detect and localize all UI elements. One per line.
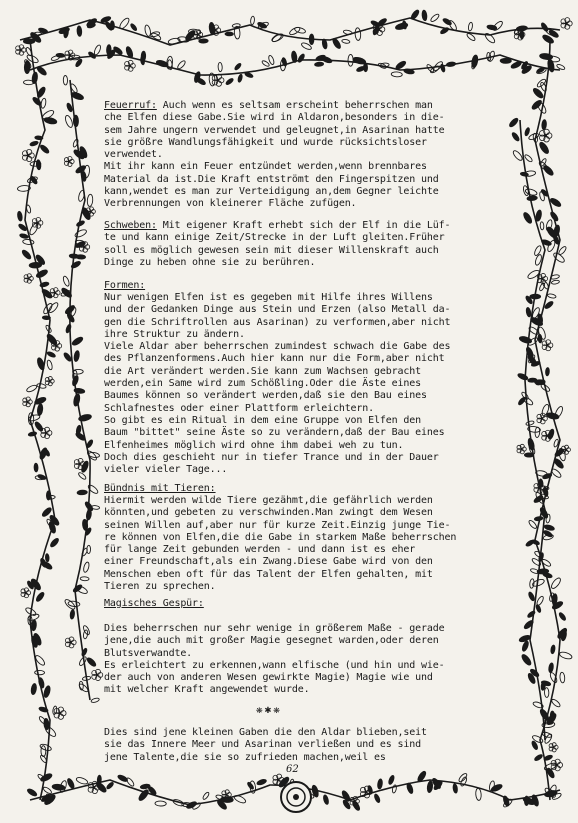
vine-leaf (540, 222, 544, 230)
vine-leaf (309, 34, 314, 45)
vine-leaf (66, 778, 75, 790)
vine-leaf (545, 367, 549, 376)
vine-leaf (355, 28, 361, 41)
vine-leaf (32, 72, 39, 84)
vine-leaf (23, 39, 34, 44)
vine-flower (539, 129, 551, 142)
vine-leaf (510, 61, 522, 70)
vine-leaf (37, 383, 47, 389)
vine-leaf (93, 44, 102, 56)
vine-leaf (527, 195, 538, 200)
body-gespuer: Dies beherrschen nur sehr wenige in größerem Maße - gerade jene,die auch mit großer Magie gesegnet warden,oder deren Blutsverwandte. Es erleichtert zu erkennen,wann elfische (und hin und wie- der auch von anderen Wesen gewirkte Magie) Magie wie und mit welcher Kraft angewendet wurde. (104, 623, 445, 696)
vine-leaf (534, 754, 543, 762)
vine-leaf (542, 731, 552, 738)
vine-leaf (35, 591, 45, 602)
vine-leaf (532, 701, 544, 709)
vine-flower (212, 74, 224, 86)
vine-leaf (542, 280, 550, 290)
vine-leaf (45, 554, 49, 562)
vine-flower (65, 637, 76, 648)
vine-leaf (547, 293, 556, 299)
vine-leaf (524, 154, 533, 163)
vine-leaf (46, 491, 50, 500)
vine-leaf (540, 189, 549, 198)
vine-leaf (106, 45, 111, 55)
vine-leaf (155, 801, 166, 806)
vine-leaf (69, 254, 79, 259)
vine-leaf (526, 307, 532, 317)
vine-leaf (538, 334, 543, 343)
bottom-medallion (281, 782, 311, 812)
vine-leaf (342, 39, 351, 44)
vine-leaf (43, 718, 49, 730)
vine-leaf (68, 601, 80, 607)
vine-leaf (70, 610, 75, 620)
vine-leaf (76, 220, 85, 227)
vine-leaf (548, 663, 554, 673)
vine-leaf (535, 210, 542, 222)
vine-leaf (527, 438, 535, 451)
vine-leaf (42, 316, 50, 320)
vine-leaf (323, 794, 330, 804)
vine-leaf (73, 350, 80, 362)
vine-leaf (535, 604, 541, 613)
section-divider-ornament: ❋✱❋ (256, 703, 282, 716)
vine-leaf (71, 336, 84, 347)
vine-leaf (42, 786, 52, 795)
body-tiere: Hiermit werden wilde Tiere gezähmt,die gefährlich werden könnten,und gebeten zu verschwinden.Man zwingt dem Wesen seinen Willen auf,aber nur für kurze Zeit.Einzig junge Tie- re können von Elfen,die die Gabe in starkem Maße beherrschen für lange Zeit gebunden werden - und dann ist es eher einer Freundschaft,als ein Zwang.Diese Gabe wird von den Menschen eben oft für das Talent der Elfen gehalten, mit Tieren zu sprechen. (104, 495, 457, 593)
vine-leaf (46, 360, 53, 371)
vine-leaf (66, 313, 75, 323)
vine-flower (551, 759, 562, 771)
vine-leaf (422, 10, 428, 21)
vine-leaf (529, 579, 534, 589)
vine-leaf (311, 785, 319, 798)
vine-leaf (530, 568, 540, 575)
vine-leaf (34, 421, 44, 432)
body-schweben: Mit eigener Kraft erhebt sich der Elf in die Lüf- te und kann einige Zeit/Strecke in der Luft gleiten.Früher soll es möglich gewesen sein mit dieser Willenskraft auch Dinge zu heben ohne sie zu berühren. (104, 220, 451, 268)
section-schweben (104, 220, 524, 269)
vine-leaf (63, 75, 67, 85)
vine-leaf (28, 222, 39, 236)
vine-leaf (540, 22, 549, 32)
vine-leaf (530, 294, 541, 299)
vine-leaf (168, 37, 181, 44)
vine-leaf (199, 39, 209, 43)
vine-leaf (73, 369, 84, 374)
vine-flower (542, 340, 553, 351)
vine-leaf (35, 670, 45, 675)
vine-flower (21, 588, 31, 598)
vine-leaf (31, 620, 37, 631)
vine-leaf (22, 239, 34, 245)
vine-leaf (49, 537, 59, 548)
vine-leaf (176, 60, 186, 70)
vine-leaf (388, 775, 395, 785)
vine-leaf (106, 781, 114, 789)
vine-leaf (220, 797, 233, 803)
vine-leaf (546, 412, 560, 420)
vine-flower (23, 397, 33, 407)
vine-leaf (44, 725, 57, 738)
vine-leaf (225, 77, 234, 85)
vine-leaf (442, 17, 452, 25)
vine-flower (45, 377, 54, 386)
vine-leaf (83, 630, 88, 639)
vine-leaf (392, 785, 397, 794)
vine-leaf (218, 62, 223, 71)
vine-leaf (225, 32, 233, 36)
vine-leaf (244, 72, 253, 79)
vine-leaf (64, 115, 74, 129)
vine-leaf (237, 74, 243, 83)
vine-leaf (130, 23, 138, 32)
vine-leaf (78, 472, 87, 481)
vine-leaf (500, 58, 511, 63)
vine-leaf (83, 562, 90, 573)
vine-leaf (553, 457, 565, 469)
vine-leaf (52, 784, 65, 791)
vine-flower (22, 149, 34, 161)
vine-flower (549, 743, 558, 752)
vine-flower (16, 45, 26, 55)
vine-leaf (343, 29, 353, 35)
vine-leaf (558, 612, 567, 621)
vine-leaf (348, 54, 353, 66)
vine-leaf (250, 16, 255, 25)
vine-leaf (80, 577, 89, 581)
vine-leaf (550, 645, 555, 654)
vine-leaf (297, 53, 305, 63)
heading-formen: Formen: (104, 280, 146, 291)
vine-leaf (38, 706, 48, 713)
vine-leaf (39, 144, 50, 154)
vine-leaf (76, 776, 89, 785)
vine-leaf (44, 117, 58, 125)
body-closing: Dies sind jene kleinen Gaben die den Aldar blieben,seit sie das Innere Meer und Asarinan verließen und es sind jene Talente,die sie so zufrieden machen,weil es (104, 727, 427, 763)
vine-leaf (542, 164, 554, 176)
vine-leaf (28, 414, 41, 422)
vine-leaf (186, 801, 198, 810)
vine-leaf (391, 72, 402, 78)
vine-leaf (559, 651, 573, 660)
vine-leaf (475, 788, 481, 801)
vine-flower (562, 445, 571, 454)
vine-leaf (56, 53, 65, 58)
vine-leaf (36, 357, 45, 371)
vine-leaf (453, 784, 458, 794)
vine-leaf (526, 420, 535, 426)
vine-leaf (363, 63, 367, 72)
vine-leaf (72, 584, 83, 594)
vine-leaf (81, 547, 88, 556)
vine-leaf (86, 509, 92, 520)
vine-leaf (26, 205, 32, 214)
vine-leaf (41, 288, 53, 299)
vine-leaf (541, 558, 552, 567)
vine-leaf (91, 697, 100, 703)
vine-leaf (36, 160, 41, 170)
vine-leaf (32, 96, 42, 106)
vine-leaf (524, 127, 530, 136)
vine-leaf (35, 136, 43, 140)
vine-leaf (531, 99, 543, 111)
vine-leaf (74, 228, 87, 238)
vine-leaf (538, 141, 550, 155)
vine-flower (561, 18, 572, 30)
vine-leaf (73, 393, 81, 406)
vine-flower (92, 669, 103, 680)
vine-leaf (17, 211, 23, 221)
vine-leaf (406, 783, 414, 795)
vine-leaf (26, 788, 37, 798)
body-formen: Nur wenigen Elfen ist es gegeben mit Hilfe ihres Willens und der Gedanken Dinge aus Stein und Erzen (also Metall da- gen die Schriftrollen aus Asarinan) zu verformen,aber nicht ihre Struktur zu ändern. Viele Aldar aber beherrschen zumindest schwach die Gabe des des Pflanzenformens.Auch hier kann nur die Form,aber nicht die Art verändert werden.Sie kann zum Wachsen gebracht werden,ein Same wird zum Schößling.Oder die Äste eines Baumes können so verändert werden,daß sie den Bau eines Schlafnestes oder einer Plattform erleichtern. So gibt es ein Ritual in dem eine Gruppe von Elfen den Baum "bittet" seine Äste so zu verändern,daß der Bau eines Elfenheimes möglich wird ohne ihm dabei weh zu tun. Doch dies geschieht nur in tiefer Trance und in der Dauer vieler vieler Tage... (104, 292, 451, 476)
vine-leaf (75, 431, 86, 441)
vine-leaf (524, 796, 528, 805)
vine-leaf (427, 781, 433, 793)
heading-gespuer: Magisches Gespür: (104, 598, 204, 609)
heading-tiere: Bündnis mit Tieren: (104, 483, 216, 494)
vine-leaf (209, 22, 216, 35)
vine-leaf (196, 77, 207, 86)
vine-leaf (73, 115, 78, 127)
vine-leaf (468, 22, 473, 31)
vine-leaf (118, 17, 130, 30)
vine-leaf (560, 672, 566, 683)
body-feuerruf: Auch wenn es seltsam erscheint beherrschen man che Elfen diese Gabe.Sie wird in Aldaron,besonders in die- sem Jahre ungern verwendet und geleugnet,in Asarinan hatte sie größre Wandlungsfähigkeit und wurde rücksichtsloser verwendet. Mit ihr kann ein Feuer entzündet werden,wenn brennbares Material da ist.Die Kraft entströmt den Fingerspitzen und kann,wendet es man zur Verteidigung an,dem Gegner leichte Verbrennungen von kleinerer Fläche zufügen. (104, 100, 445, 210)
vine-leaf (38, 27, 48, 34)
vine-leaf (47, 351, 57, 358)
page-number: 62 (286, 764, 299, 775)
vine-leaf (542, 120, 547, 130)
section-feuerruf (104, 100, 524, 211)
vine-leaf (77, 26, 82, 37)
vine-leaf (256, 778, 267, 785)
vine-leaf (534, 516, 543, 521)
vine-leaf (525, 539, 535, 547)
vine-leaf (446, 62, 456, 67)
heading-schweben: Schweben: (104, 220, 157, 231)
vine-flower (41, 427, 52, 438)
vine-leaf (374, 793, 381, 803)
vine-flower (50, 288, 60, 298)
vine-leaf (524, 453, 533, 457)
vine-leaf (77, 490, 87, 495)
vine-leaf (34, 463, 38, 472)
vine-leaf (490, 783, 503, 792)
vine-leaf (430, 13, 440, 23)
vine-leaf (539, 282, 546, 291)
vine-leaf (26, 384, 38, 393)
vine-leaf (64, 598, 77, 611)
vine-leaf (31, 683, 38, 695)
vine-leaf (527, 610, 536, 618)
vine-flower (24, 274, 33, 284)
vine-leaf (550, 468, 562, 479)
vine-leaf (62, 275, 70, 286)
vine-leaf (331, 37, 341, 49)
vine-leaf (86, 657, 97, 668)
vine-leaf (551, 280, 560, 285)
vine-leaf (100, 15, 111, 23)
vine-leaf (37, 404, 43, 416)
vine-leaf (86, 439, 94, 448)
vine-leaf (19, 233, 28, 239)
vine-leaf (528, 378, 537, 383)
vine-leaf (86, 450, 98, 462)
vine-flower (64, 156, 74, 166)
heading-feuerruf: Feuerruf: (104, 100, 157, 111)
vine-leaf (543, 534, 554, 541)
vine-leaf (410, 9, 420, 20)
vine-leaf (544, 688, 549, 698)
vine-leaf (525, 188, 538, 196)
vine-leaf (377, 779, 383, 790)
vine-leaf (261, 60, 270, 67)
vine-leaf (38, 677, 45, 688)
vine-flower (54, 707, 66, 719)
vine-leaf (29, 262, 42, 268)
vine-leaf (551, 698, 562, 708)
vine-leaf (539, 53, 553, 60)
vine-leaf (29, 141, 38, 147)
vine-leaf (487, 24, 498, 30)
vine-leaf (78, 656, 87, 667)
vine-leaf (43, 685, 51, 698)
vine-leaf (202, 791, 210, 800)
vine-leaf (543, 754, 553, 761)
vine-leaf (550, 577, 562, 590)
vine-leaf (314, 62, 323, 67)
vine-leaf (528, 591, 536, 601)
vine-leaf (87, 194, 93, 207)
vine-leaf (234, 62, 242, 70)
vine-leaf (291, 51, 297, 63)
vine-leaf (70, 260, 81, 269)
vine-leaf (110, 21, 115, 30)
vine-flower (86, 207, 95, 216)
vine-flower (125, 60, 136, 71)
vine-leaf (21, 249, 32, 260)
vine-leaf (40, 772, 53, 782)
